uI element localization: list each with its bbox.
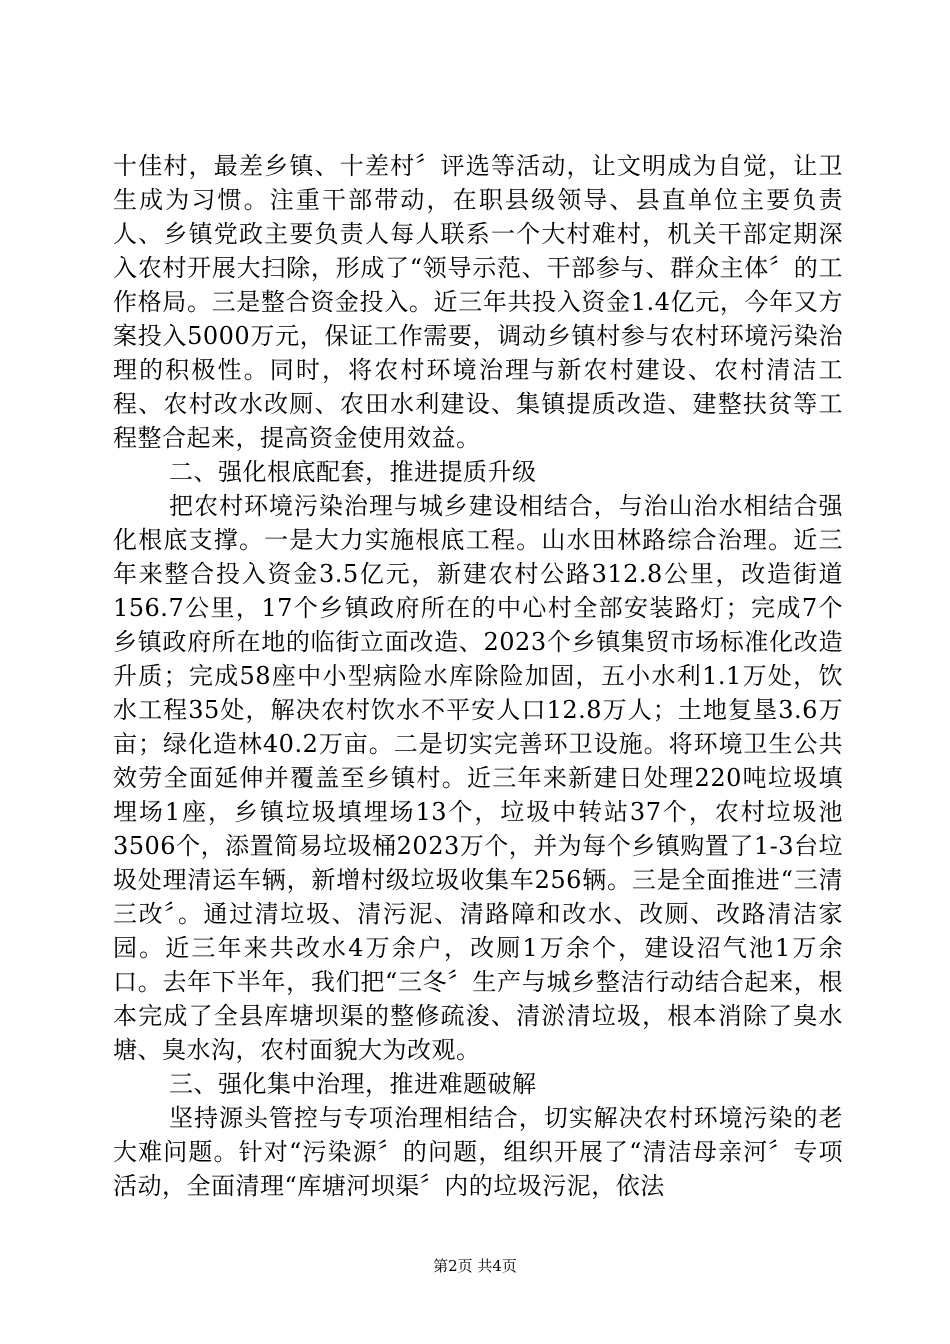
section-heading-2: 二、强化根底配套，推进提质升级 xyxy=(169,458,537,486)
page-number-footer: 第2页 共4页 xyxy=(433,1257,517,1275)
paragraph-funding-continuation: 十佳村，最差乡镇、十差村〞评选等活动，让文明成为自觉，让卫生成为习惯。注重干部带动，在职县级领导、县直单位主要负责人、乡镇党政主要负责人每人联系一个大村难村，机关干部定期深入农村开展大扫除，形成了“领导示范、干部参与、群众主体〞的工作格局。三是整合资金投入。近三年共投入资金1.4亿元，今年又方案投入5000万元，保证工作需要，调动乡镇村参与农村环境污染治理的积极性。同时，将农村环境治理与新农村建设、农村清洁工程、农村改水改厕、农田水利建设、集镇提质改造、建整扶贫等工程整合起来，提高资金使用效益。 xyxy=(113,152,843,452)
section-heading-3: 三、强化集中治理，推进难题破解 xyxy=(169,1070,537,1098)
paragraph-pollution-control: 坚持源头管控与专项治理相结合，切实解决农村环境污染的老大难问题。针对“污染源〞的问题，组织开展了“清洁母亲河〞专项活动，全面清理“库塘河坝渠〞内的垃圾污泥，依法 xyxy=(113,1104,843,1200)
document-body xyxy=(113,149,843,1203)
paragraph-infrastructure: 把农村环境污染治理与城乡建设相结合，与治山治水相结合强化根底支撑。一是大力实施根底工程。山水田林路综合治理。近三年来整合投入资金3.5亿元，新建农村公路312.8公里，改造街道156.7公里，17个乡镇政府所在的中心村全部安装路灯；完成7个乡镇政府所在地的临街立面改造、2023个乡镇集贸市场标准化改造升质；完成58座中小型病险水库除险加固，五小水利1.1万处，饮水工程35处，解决农村饮水不平安人口12.8万人；土地复垦3.6万亩；绿化造林40.2万亩。二是切实完善环卫设施。将环境卫生公共效劳全面延伸并覆盖至乡镇村。近三年来新建日处理220吨垃圾填埋场1座，乡镇垃圾填埋场13个，垃圾中转站37个，农村垃圾池3506个，添置简易垃圾桶2023万个，并为每个乡镇购置了1-3台垃圾处理清运车辆，新增村级垃圾收集车256辆。三是全面推进“三清三改〞。通过清垃圾、清污泥、清路障和改水、改厕、改路清洁家园。近三年来共改水4万余户，改厕1万余个，建设沼气池1万余口。去年下半年，我们把“三冬〞生产与城乡整洁行动结合起来，根本完成了全县库塘坝渠的整修疏浚、清淤清垃圾，根本消除了臭水塘、臭水沟，农村面貌大为改观。 xyxy=(113,492,843,1064)
